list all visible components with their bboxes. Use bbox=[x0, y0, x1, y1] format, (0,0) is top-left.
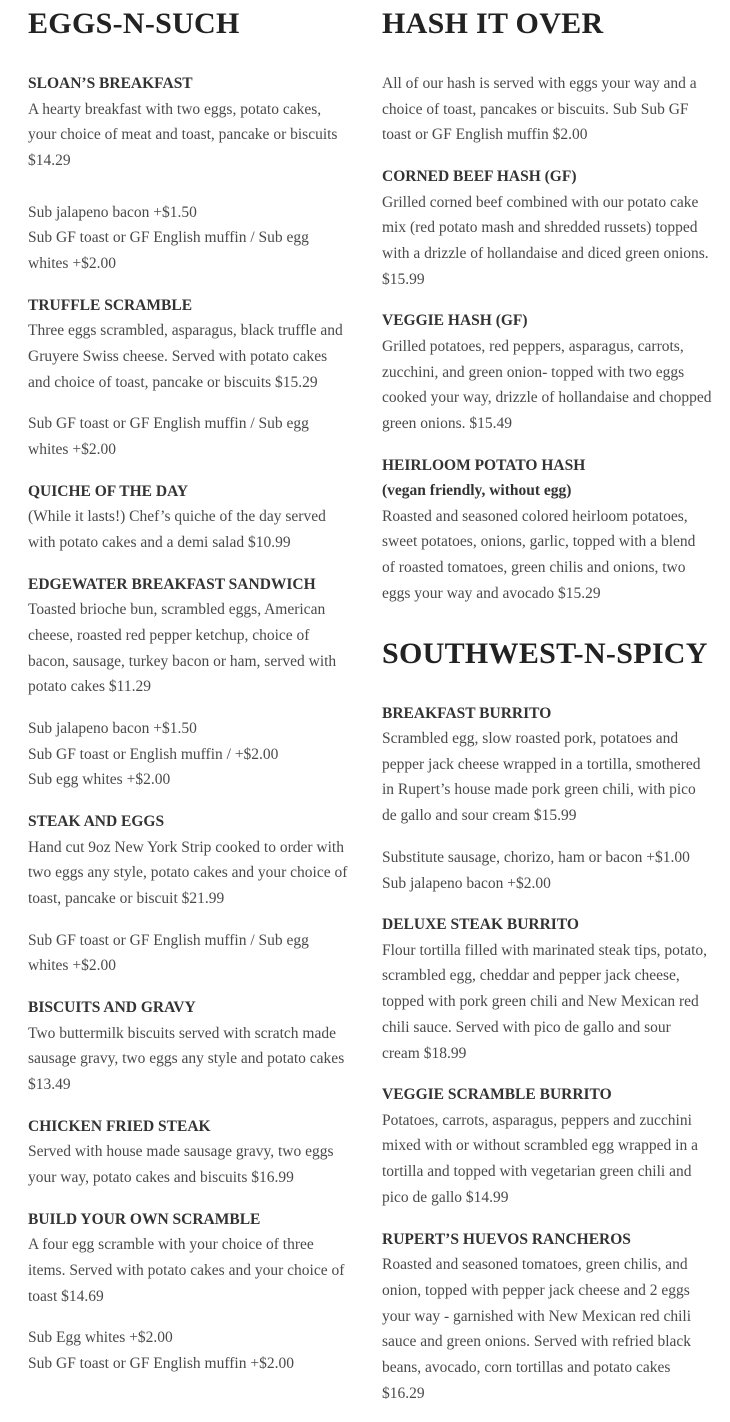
substitution-line: Sub Egg whites +$2.00 bbox=[28, 1329, 173, 1347]
substitution-line: Sub GF toast or GF English muffin / Sub egg whites +$2.00 bbox=[28, 415, 309, 459]
section-title-hash-it-over: HASH IT OVER bbox=[382, 7, 604, 40]
menu-item-veggie-hash bbox=[382, 308, 712, 436]
menu-item-veggie-scramble-burrito bbox=[382, 1082, 712, 1210]
item-description: Grilled potatoes, red peppers, asparagus, carrots, zucchini, and green onion- topped with two eggs cooked your way, drizzle of hollandaise and chopped green onions. $15.49 bbox=[382, 337, 712, 433]
menu-item-quiche-of-the-day bbox=[28, 479, 353, 556]
section-title-southwest-n-spicy: SOUTHWEST-N-SPICY bbox=[382, 636, 708, 670]
item-description: A hearty breakfast with two eggs, potato cakes, your choice of meat and toast, pancake or biscuits $14.29 bbox=[28, 100, 338, 169]
substitution-line: Sub jalapeno bacon +$1.50 bbox=[28, 719, 197, 737]
item-substitutions bbox=[28, 200, 353, 277]
item-description: Toasted brioche bun, scrambled eggs, American cheese, roasted red pepper ketchup, choice of bacon, sausage, turkey bacon or ham, served with potato cakes $11.29 bbox=[28, 601, 337, 696]
menu-item-deluxe-steak-burrito bbox=[382, 912, 712, 1066]
item-name: BISCUITS AND GRAVY bbox=[28, 999, 196, 1017]
menu-item-breakfast-burrito bbox=[382, 701, 712, 829]
left-column bbox=[28, 0, 353, 1393]
item-substitutions bbox=[28, 1325, 353, 1376]
section-title-eggs-n-such: EGGS-N-SUCH bbox=[28, 7, 240, 40]
menu-item-corned-beef-hash bbox=[382, 164, 712, 292]
substitution-line: Sub GF toast or GF English muffin / Sub egg whites +$2.00 bbox=[28, 229, 309, 273]
item-name: BUILD YOUR OWN SCRAMBLE bbox=[28, 1210, 261, 1228]
item-name: CORNED BEEF HASH (GF) bbox=[382, 168, 577, 186]
item-description: Hand cut 9oz New York Strip cooked to order with two eggs any style, potato cakes and your choice of toast, pancake or biscuit $21.99 bbox=[28, 838, 348, 907]
item-name: STEAK AND EGGS bbox=[28, 813, 165, 831]
menu-item-sloans-breakfast bbox=[28, 71, 353, 174]
menu-item-ruperts-huevos-rancheros bbox=[382, 1227, 712, 1407]
item-description: Flour tortilla filled with marinated steak tips, potato, scrambled egg, cheddar and pepper jack cheese, topped with pork green chili and New Mexican red chili sauce. Served with pico de gallo and sour cream $18.99 bbox=[382, 941, 708, 1062]
substitution-line: Sub jalapeno bacon +$2.00 bbox=[382, 874, 551, 892]
item-name: BREAKFAST BURRITO bbox=[382, 704, 552, 722]
item-substitutions bbox=[28, 411, 353, 462]
substitution-line: Sub GF toast or GF English muffin / Sub egg whites +$2.00 bbox=[28, 931, 309, 975]
menu-item-biscuits-and-gravy bbox=[28, 995, 353, 1098]
menu-item-truffle-scramble bbox=[28, 293, 353, 396]
item-description: Roasted and seasoned colored heirloom potatoes, sweet potatoes, onions, garlic, topped with a blend of roasted tomatoes, green chilis and onions, two eggs your way and avocado $15.29 bbox=[382, 507, 696, 602]
substitution-line: Substitute sausage, chorizo, ham or bacon +$1.00 bbox=[382, 848, 690, 866]
item-name: VEGGIE SCRAMBLE BURRITO bbox=[382, 1086, 612, 1104]
item-name: VEGGIE HASH (GF) bbox=[382, 312, 528, 330]
item-name: DELUXE STEAK BURRITO bbox=[382, 916, 579, 934]
item-description: Grilled corned beef combined with our potato cake mix (red potato mash and shredded russets) topped with a drizzle of hollandaise and diced green onions. $15.99 bbox=[382, 193, 709, 288]
item-description: Scrambled egg, slow roasted pork, potatoes and pepper jack cheese wrapped in a tortilla, smothered in Rupert’s house made pork green chili, with pico de gallo and sour cream $15.99 bbox=[382, 730, 701, 825]
item-description: A four egg scramble with your choice of three items. Served with potato cakes and your choice of toast $14.69 bbox=[28, 1236, 345, 1305]
item-name: RUPERT’S HUEVOS RANCHEROS bbox=[382, 1230, 631, 1248]
item-description: Two buttermilk biscuits served with scratch made sausage gravy, two eggs any style and potato cakes $13.49 bbox=[28, 1024, 345, 1093]
section-intro: All of our hash is served with eggs your way and a choice of toast, pancakes or biscuits. Sub Sub GF toast or GF English muffin $2.00 bbox=[382, 75, 697, 144]
substitution-line: Sub jalapeno bacon +$1.50 bbox=[28, 203, 197, 221]
item-substitutions bbox=[382, 845, 712, 896]
item-subname: (vegan friendly, without egg) bbox=[382, 482, 572, 500]
item-substitutions bbox=[28, 716, 353, 793]
item-substitutions bbox=[28, 928, 353, 979]
item-description: Potatoes, carrots, asparagus, peppers and zucchini mixed with or without scrambled egg wrapped in a tortilla and topped with vegetarian green chili and pico de gallo $14.99 bbox=[382, 1111, 698, 1206]
item-name: SLOAN’S BREAKFAST bbox=[28, 75, 193, 92]
item-description: Served with house made sausage gravy, two eggs your way, potato cakes and biscuits $16.99 bbox=[28, 1143, 334, 1186]
item-name: EDGEWATER BREAKFAST SANDWICH bbox=[28, 575, 316, 593]
item-name: HEIRLOOM POTATO HASH bbox=[382, 456, 586, 474]
item-description: (While it lasts!) Chef’s quiche of the day served with potato cakes and a demi salad $10.99 bbox=[28, 508, 326, 551]
menu-item-chicken-fried-steak bbox=[28, 1114, 353, 1191]
substitution-line: Sub GF toast or English muffin / +$2.00 bbox=[28, 745, 279, 763]
menu-item-heirloom-potato-hash bbox=[382, 453, 712, 607]
substitution-line: Sub egg whites +$2.00 bbox=[28, 771, 171, 789]
item-description: Roasted and seasoned tomatoes, green chilis, and onion, topped with pepper jack cheese and 2 eggs your way - garnished with New Mexican red chili sauce and green onions. Served with refried black beans, avocado, corn tortillas and potato cakes $16.29 bbox=[382, 1256, 692, 1402]
menu-item-build-your-own-scramble bbox=[28, 1207, 353, 1310]
item-name: CHICKEN FRIED STEAK bbox=[28, 1117, 211, 1135]
item-name: TRUFFLE SCRAMBLE bbox=[28, 296, 193, 314]
menu-item-edgewater-breakfast-sandwich bbox=[28, 572, 353, 700]
right-column bbox=[382, 0, 712, 1422]
item-name: QUICHE OF THE DAY bbox=[28, 482, 189, 500]
menu-item-steak-and-eggs bbox=[28, 809, 353, 912]
substitution-line: Sub GF toast or GF English muffin +$2.00 bbox=[28, 1354, 294, 1372]
item-description: Three eggs scrambled, asparagus, black truffle and Gruyere Swiss cheese. Served with potato cakes and choice of toast, pancake or biscuits $15.29 bbox=[28, 322, 343, 391]
